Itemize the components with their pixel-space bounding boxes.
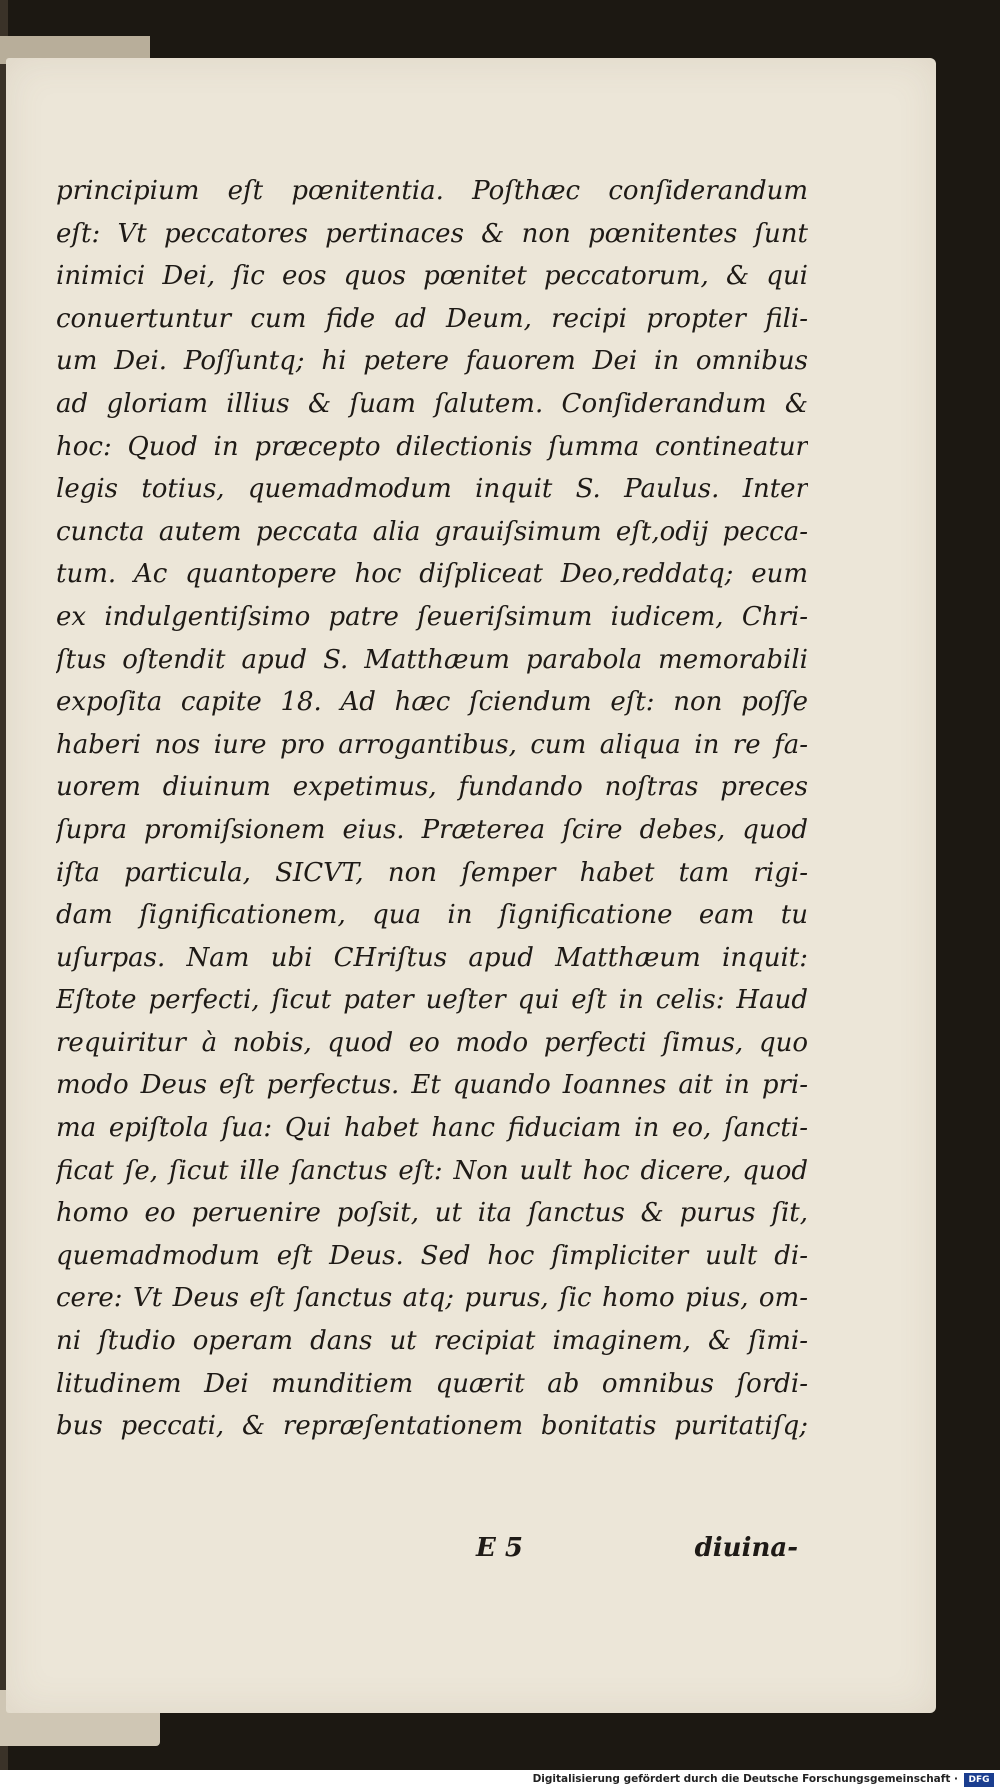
- text-line: conuertuntur cum fide ad Deum, recipi propter fili-: [56, 303, 808, 334]
- text-line: ma epiſtola ſua: Qui habet hanc fiduciam in eo, ſancti-: [56, 1113, 808, 1144]
- text-line: haberi nos iure pro arrogantibus, cum aliqua in re fa-: [56, 729, 808, 760]
- text-line: cuncta autem peccata alia grauiſsimum eſt,odij pecca-: [56, 516, 808, 547]
- text-line: homo eo peruenire poſsit, ut ita ſanctus & purus ſit,: [56, 1198, 808, 1229]
- dfg-logo: DFG: [964, 1773, 994, 1787]
- signature-mark: E 5: [476, 1533, 523, 1563]
- text-line: ſtus oſtendit apud S. Matthæum parabola memorabili: [56, 644, 808, 675]
- page-footer-row: [56, 1533, 808, 1577]
- text-line: modo Deus eſt perfectus. Et quando Ioannes ait in pri-: [56, 1070, 808, 1101]
- text-line: quemadmodum eſt Deus. Sed hoc ſimpliciter uult di-: [56, 1240, 808, 1271]
- text-line: ficat ſe, ſicut ille ſanctus eſt: Non uult hoc dicere, quod: [56, 1155, 808, 1186]
- text-line: um Dei. Poſſuntq; hi petere fauorem Dei in omnibus: [56, 346, 808, 377]
- text-line: litudinem Dei munditiem quærit ab omnibus ſordi-: [56, 1368, 808, 1399]
- digitization-footer: [0, 1770, 1000, 1791]
- text-line: expoſita capite 18. Ad hæc ſciendum eſt: non poſſe: [56, 687, 808, 718]
- text-line: legis totius, quemadmodum inquit S. Paulus. Inter: [56, 474, 808, 505]
- text-line: uſurpas. Nam ubi CHriſtus apud Matthæum inquit:: [56, 942, 808, 973]
- text-line: ſupra promiſsionem eius. Præterea ſcire debes, quod: [56, 814, 808, 845]
- text-line: ex indulgentiſsimo patre ſeueriſsimum iudicem, Chri-: [56, 601, 808, 632]
- text-line: iſta particula, SICVT, non ſemper habet tam rigi-: [56, 857, 808, 888]
- funding-credit: Digitalisierung gefördert durch die Deutsche Forschungsgemeinschaft ·: [532, 1773, 958, 1785]
- catchword: diuina-: [694, 1533, 798, 1563]
- text-line: cere: Vt Deus eſt ſanctus atq; purus, ſic homo pius, om-: [56, 1283, 808, 1314]
- text-line: dam ſignificationem, qua in ſignificatione eam tu: [56, 900, 808, 931]
- text-line: uorem diuinum expetimus, fundando noſtras preces: [56, 772, 808, 803]
- text-line: Eſtote perfecti, ſicut pater ueſter qui eſt in celis: Haud: [56, 985, 808, 1016]
- text-line: hoc: Quod in præcepto dilectionis ſumma contineatur: [56, 431, 808, 462]
- text-line: bus peccati, & repræſentationem bonitatis puritatiſq;: [56, 1411, 808, 1442]
- book-page: [6, 58, 936, 1713]
- text-line: ni ſtudio operam dans ut recipiat imaginem, & ſimi-: [56, 1326, 808, 1357]
- text-line: eſt: Vt peccatores pertinaces & non pœnitentes ſunt: [56, 218, 808, 249]
- text-line: ad gloriam illius & ſuam ſalutem. Conſiderandum &: [56, 388, 808, 419]
- text-line: inimici Dei, ſic eos quos pœnitet peccatorum, & qui: [56, 261, 808, 292]
- text-line: principium eſt pœnitentia. Poſthæc conſiderandum: [56, 176, 808, 206]
- page-text: [56, 170, 808, 1448]
- text-line: tum. Ac quantopere hoc diſpliceat Deo,reddatq; eum: [56, 559, 808, 590]
- text-line: requiritur à nobis, quod eo modo perfecti ſimus, quo: [56, 1027, 808, 1058]
